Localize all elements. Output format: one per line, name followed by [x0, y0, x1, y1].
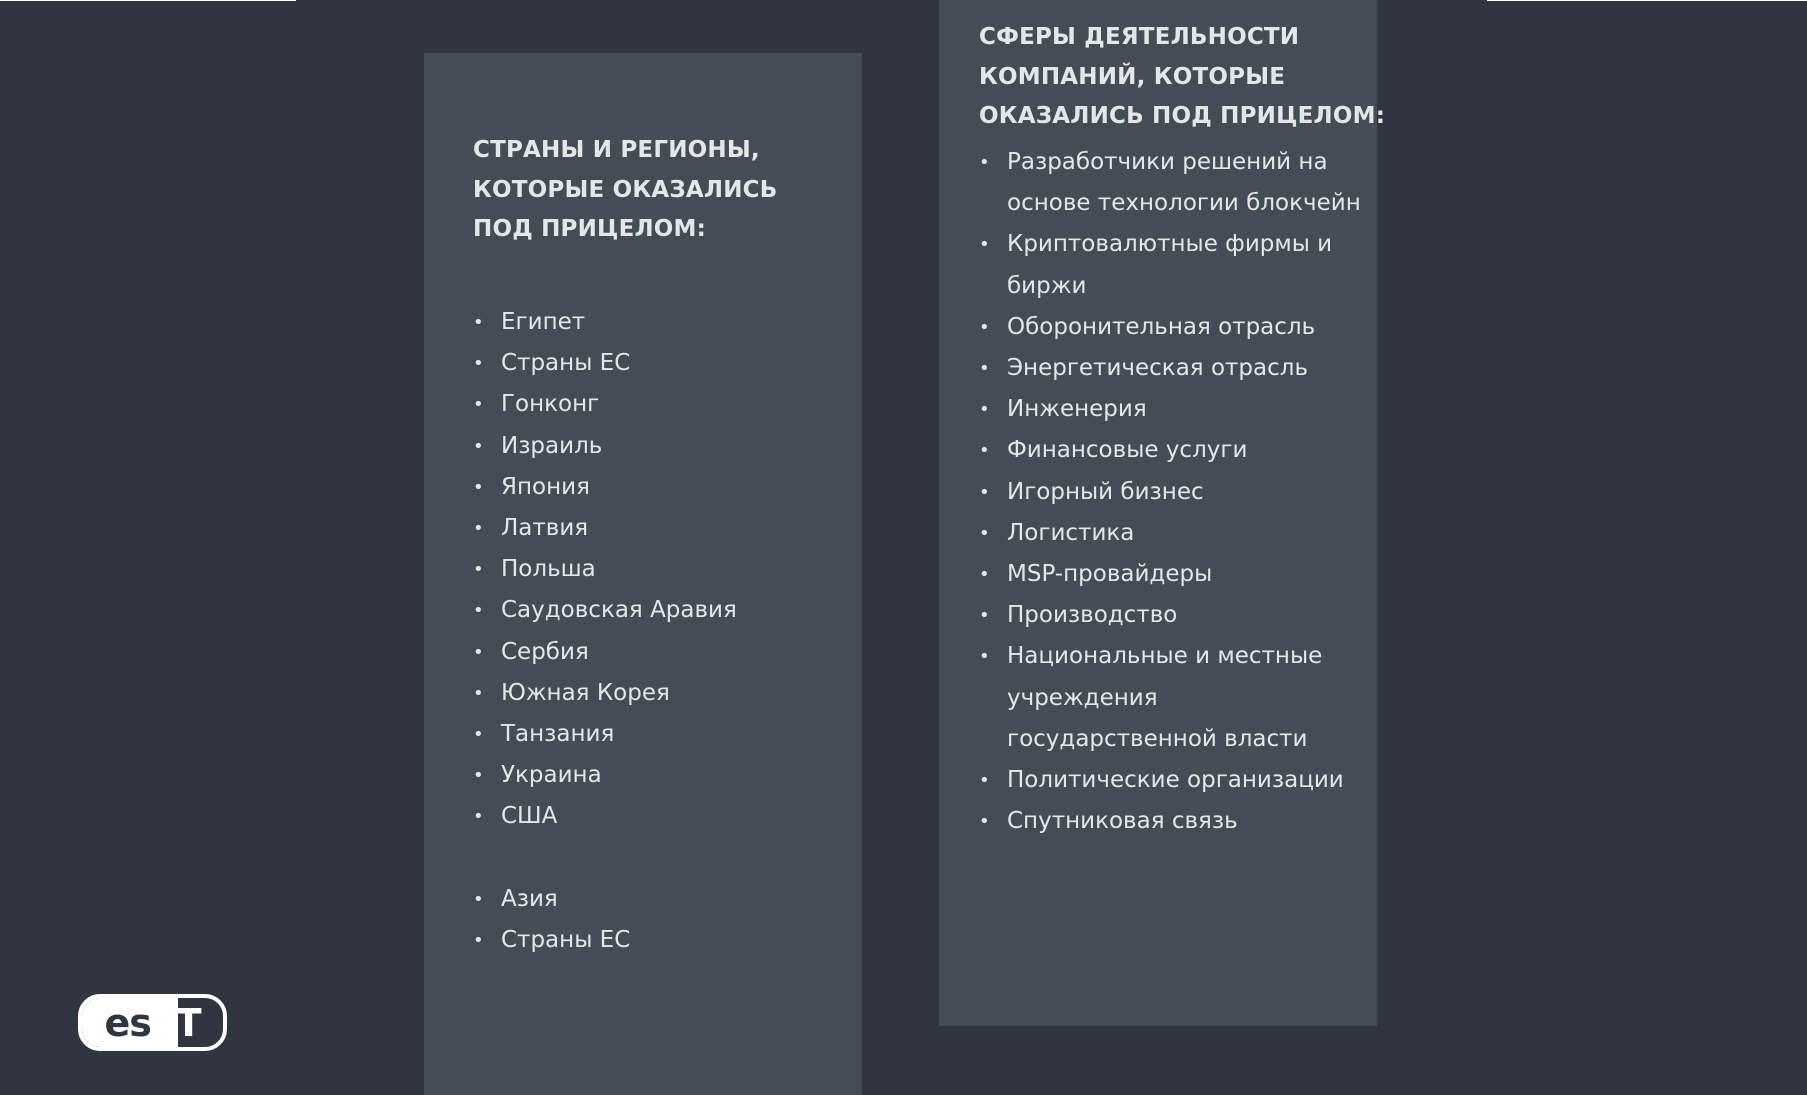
countries-title-line-3: ПОД ПРИЦЕЛОМ:	[473, 216, 707, 242]
countries-title-line-1: СТРАНЫ И РЕГИОНЫ,	[473, 137, 760, 163]
bullet-icon: •	[473, 641, 484, 663]
country-item	[473, 467, 737, 508]
country-item-label: Япония	[501, 473, 590, 500]
bullet-icon: •	[979, 399, 990, 421]
logo-text	[82, 998, 223, 1047]
bullet-icon: •	[473, 394, 484, 416]
sector-item	[979, 430, 1374, 471]
sector-item-label: Игорный бизнес	[1007, 478, 1204, 505]
country-item	[473, 673, 737, 714]
regions-list	[473, 879, 630, 961]
sectors-title-line-1: СФЕРЫ ДЕЯТЕЛЬНОСТИ	[979, 24, 1300, 50]
country-item	[473, 302, 737, 343]
country-item-label: Польша	[501, 556, 596, 583]
sector-item-label: Политические организации	[1007, 767, 1344, 794]
sector-item	[979, 595, 1374, 636]
bullet-icon: •	[473, 889, 484, 910]
country-item-label: Украина	[501, 762, 602, 789]
sectors-title-line-2: КОМПАНИЙ, КОТОРЫЕ	[979, 63, 1286, 90]
bullet-icon: •	[473, 806, 484, 828]
bullet-icon: •	[473, 765, 484, 787]
bullet-icon: •	[979, 770, 990, 792]
sector-item-label: Инженерия	[1007, 396, 1147, 423]
country-item	[473, 384, 737, 425]
top-divider-right	[1487, 0, 1807, 1]
country-item-label: Сербия	[501, 638, 589, 665]
countries-title-line-2: КОТОРЫЕ ОКАЗАЛИСЬ	[473, 176, 778, 203]
country-item	[473, 714, 737, 755]
sector-item-label: Оборонительная отрасль	[1007, 313, 1316, 340]
sector-item-label: MSP-провайдеры	[1007, 561, 1213, 588]
sector-item	[979, 348, 1374, 389]
countries-panel-title	[473, 131, 777, 250]
country-item-label: Саудовская Аравия	[501, 597, 737, 624]
bullet-icon: •	[473, 559, 484, 581]
bullet-icon: •	[979, 646, 990, 668]
sectors-panel-title	[979, 18, 1385, 137]
country-item-label: США	[501, 803, 558, 830]
country-item	[473, 549, 737, 590]
country-item-label: Танзания	[501, 721, 615, 748]
country-item	[473, 590, 737, 631]
bullet-icon: •	[473, 353, 484, 375]
bullet-icon: •	[979, 481, 990, 503]
logo-text-part-1: es	[104, 1000, 151, 1045]
sector-item	[979, 472, 1374, 513]
bullet-icon: •	[473, 518, 484, 540]
sector-item-label: Логистика	[1007, 519, 1135, 546]
sector-item-label: Разработчики решений на основе технологии блокчейн	[1007, 149, 1361, 217]
bullet-icon: •	[473, 312, 484, 333]
country-item	[473, 632, 737, 673]
bullet-icon: •	[979, 811, 990, 833]
bullet-icon: •	[473, 724, 484, 746]
sector-item	[979, 554, 1374, 595]
sector-item	[979, 760, 1374, 801]
country-item-label: Южная Корея	[501, 679, 670, 706]
country-item	[473, 343, 737, 384]
sector-item	[979, 389, 1374, 430]
region-item	[473, 879, 630, 920]
top-divider-left	[0, 0, 296, 1]
bullet-icon: •	[473, 435, 484, 457]
country-item-label: Латвия	[501, 515, 589, 542]
country-item	[473, 755, 737, 796]
bullet-icon: •	[979, 440, 990, 462]
sector-item	[979, 513, 1374, 554]
country-item	[473, 796, 737, 837]
bullet-icon: •	[473, 930, 484, 952]
bullet-icon: •	[473, 682, 484, 704]
country-item-label: Гонконг	[501, 391, 600, 418]
sector-item-label: Энергетическая отрасль	[1007, 355, 1309, 382]
sector-item	[979, 142, 1374, 224]
region-item-label: Азия	[501, 886, 558, 912]
country-item	[473, 426, 737, 467]
sector-item-label: Спутниковая связь	[1007, 808, 1238, 835]
bullet-icon: •	[979, 605, 990, 627]
country-item-label: Израиль	[501, 432, 603, 459]
region-item-label: Страны ЕС	[501, 927, 631, 954]
bullet-icon: •	[979, 358, 990, 380]
country-item-label: Страны ЕС	[501, 350, 631, 377]
sectors-list	[979, 142, 1374, 842]
sector-item-label: Финансовые услуги	[1007, 437, 1248, 464]
country-item-label: Египет	[501, 309, 586, 335]
sectors-panel	[939, 0, 1386, 1026]
countries-list	[473, 302, 737, 838]
sector-item	[979, 801, 1374, 842]
eset-logo	[78, 994, 227, 1051]
bullet-icon: •	[473, 600, 484, 622]
region-item	[473, 920, 630, 961]
logo-text-part-2: eT	[150, 1000, 201, 1045]
country-item	[473, 508, 737, 549]
bullet-icon: •	[979, 522, 990, 544]
bullet-icon: •	[473, 476, 484, 498]
bullet-icon: •	[979, 234, 990, 256]
bullet-icon: •	[979, 152, 990, 173]
sector-item-label: Производство	[1007, 602, 1178, 629]
sector-item	[979, 224, 1374, 306]
sector-item-label: Национальные и местные учреждения государственной власти	[1007, 643, 1323, 752]
sector-item-label: Криптовалютные фирмы и биржи	[1007, 231, 1333, 299]
sector-item	[979, 307, 1374, 348]
countries-panel	[424, 53, 862, 1095]
sector-item	[979, 636, 1374, 760]
bullet-icon: •	[979, 564, 990, 586]
sectors-title-line-3: ОКАЗАЛИСЬ ПОД ПРИЦЕЛОМ:	[979, 103, 1386, 129]
bullet-icon: •	[979, 316, 990, 338]
